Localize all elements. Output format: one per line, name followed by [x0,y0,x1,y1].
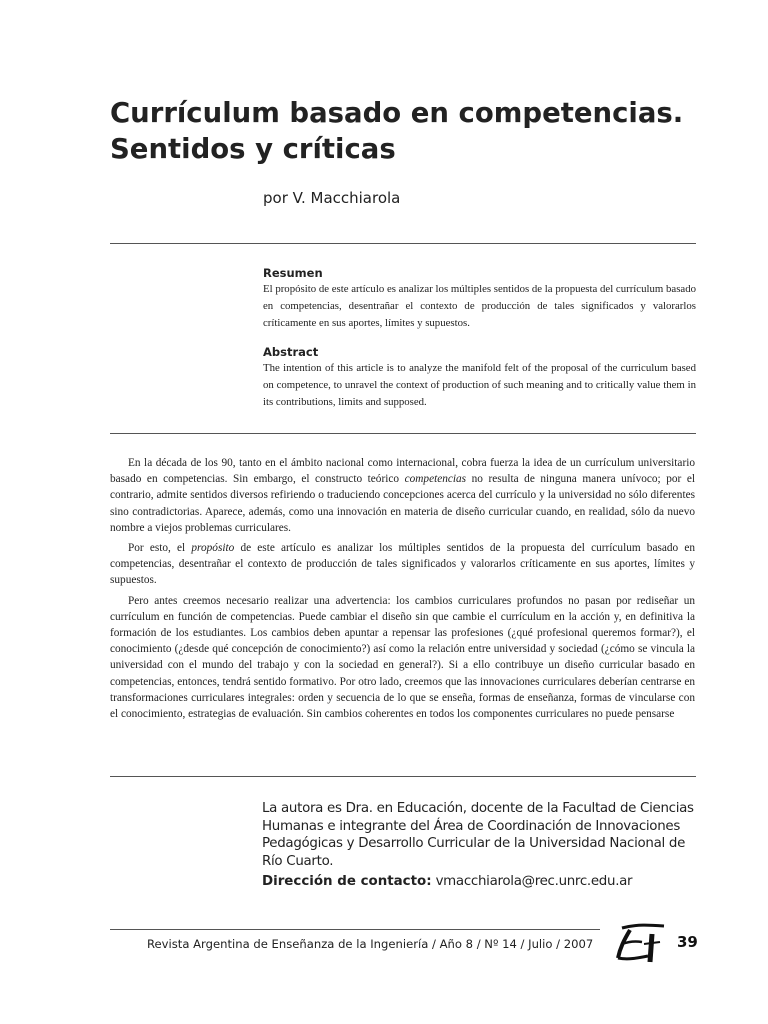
body-paragraph-2 [110,540,695,589]
title-line-2: Sentidos y críticas [110,133,396,165]
journal-ei-logo-icon [614,922,670,969]
contact-email: vmacchiarola@rec.unrc.edu.ar [435,874,633,889]
body-paragraph-1 [110,455,695,536]
abstract-divider [110,433,696,434]
footer-divider [110,929,600,930]
p2-emphasis: propósito [191,542,235,555]
p1-rest: no resulta de ninguna manera unívoco; por el contrario, admite sentidos diversos refiriendo o traduciendo concepciones acerca del currículo y la universidad no sólo diferentes sino contradictorias. Aparece, además, como una innovación en materia de diseño curricular cuando, en realidad, sólo da nuevo nombre a viejos problemas curriculares. [110,473,695,534]
author-byline: por V. Macchiarola [263,189,401,207]
article-title [110,95,700,167]
p1-emphasis: competencias [404,473,467,486]
abstract-heading: Abstract [263,345,319,359]
journal-footer: Revista Argentina de Enseñanza de la Ingeniería / Año 8 / Nº 14 / Julio / 2007 [147,937,594,951]
bio-text: La autora es Dra. en Educación, docente de la Facultad de Ciencias Humanas e integrante del Área de Coordinación de Innovaciones Pedagógicas y Desarrollo Curricular de la Universidad Nacional de Río Cuarto. [262,801,694,869]
abstract-text: The intention of this article is to analyze the manifold felt of the proposal of the curriculum based on competence, to unravel the context of production of such meaning and to critically value them in its contributions, limits and supposed. [263,362,696,408]
p1-text: En la década de los 90, tanto en el ámbito nacional como internacional, cobra fuerza la idea de un currículum universitario basado en competencias. Sin embargo, el constructo teórico [110,457,695,486]
title-line-1: Currículum basado en competencias. [110,97,684,129]
page-number: 39 [677,933,698,951]
resumen-heading: Resumen [263,266,323,280]
author-bio [262,800,702,891]
resumen-text: El propósito de este artículo es analizar los múltiples sentidos de la propuesta del currículum basado en competencias, desentrañar el contexto de producción de tales significados y valorarlos críticamente en sus aportes, límites y supuestos. [263,283,696,329]
abstract-section [263,345,696,411]
p2-rest: de este artículo es analizar los múltiples sentidos de la propuesta del currículum basado en competencias, desentrañar el contexto de producción de tales significados y valorarlos críticamente en sus aportes, límites y supuestos. [110,542,695,587]
body-paragraph-3: Pero antes creemos necesario realizar una advertencia: los cambios curriculares profundos no pasan por rediseñar un currículum en función de competencias. Puede cambiar el diseño sin que cambie el currículum en la acción y, en definitiva la formación de los estudiantes. Los cambios deben apuntar a repensar las profesiones (¿qué profesional queremos formar?), el conocimiento (¿desde qué concepción de conocimiento?) así como la relación entre universidad y sociedad (¿cómo se vincula la universidad con el mundo del trabajo y con la sociedad en general?). Si a ello contribuye un diseño curricular basado en competencias, entonces, tendrá sentido formativo. Por otro lado, creemos que las innovaciones curriculares deberían centrarse en transformaciones curriculares integrales: orden y secuencia de lo que se enseña, formas de enseñanza, formas de vincularse con el conocimiento, estrategias de evaluación. Sin cambios coherentes en todos los componentes curriculares no puede pensarse [110,594,695,721]
resumen-section [263,266,696,332]
top-divider [110,243,696,244]
contact-line [262,873,702,891]
contact-label: Dirección de contacto: [262,874,432,889]
p2-start: Por esto, el [128,542,186,555]
bio-divider [110,776,696,777]
article-body [110,455,695,726]
